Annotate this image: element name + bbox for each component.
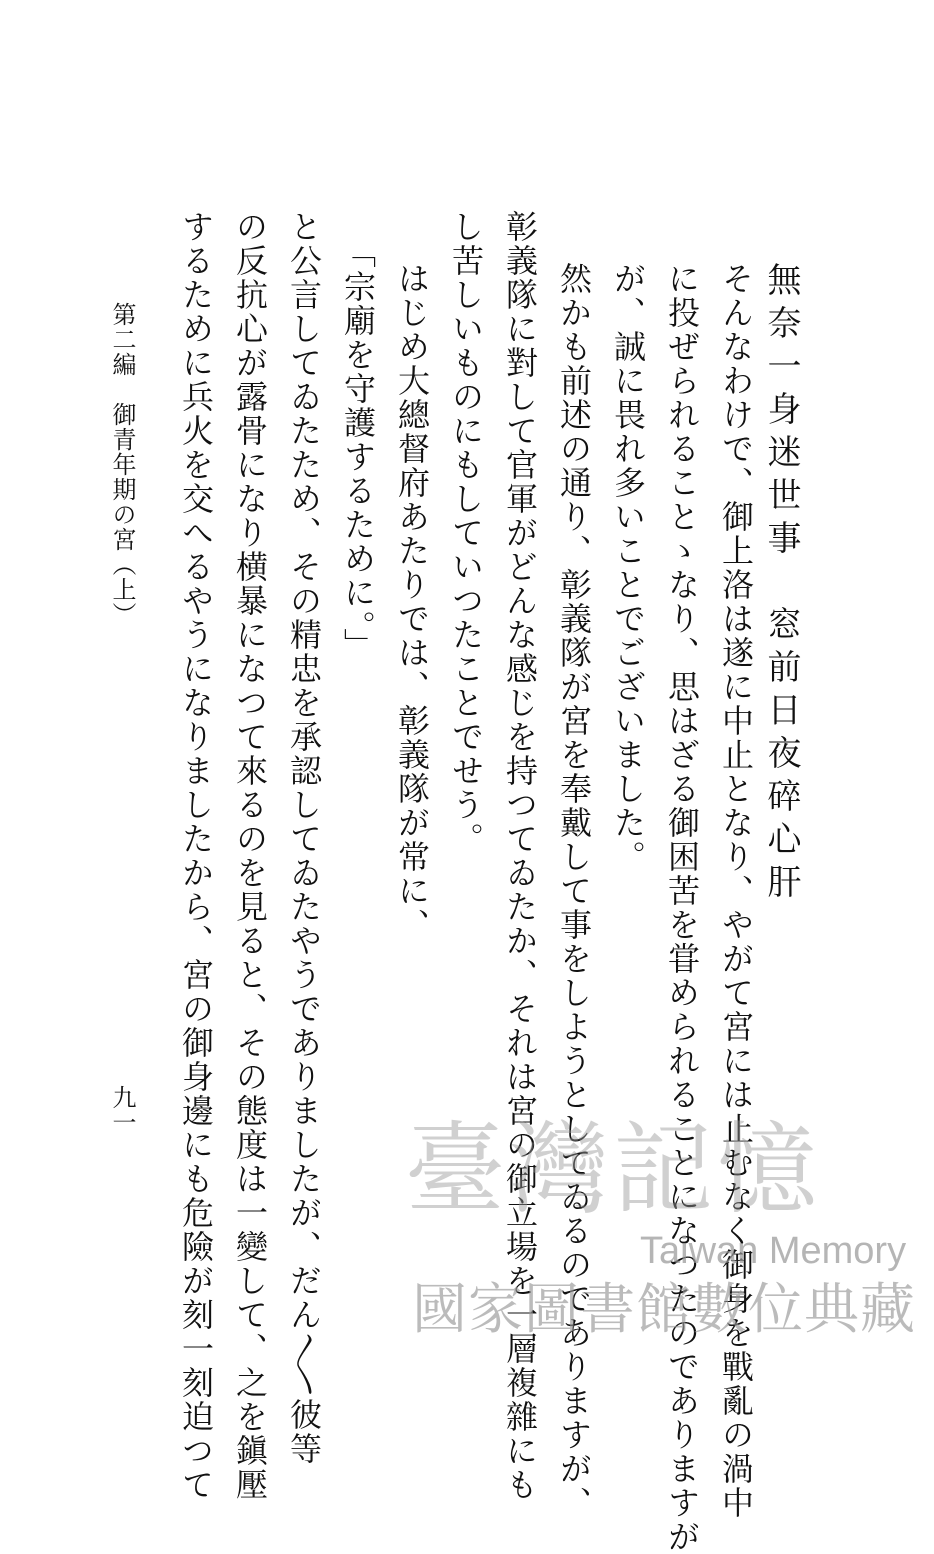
body-column-5: 彰義隊に對して官軍がどんな感じを持つてゐたか、それは宮の御立場を一層複雜にも <box>501 210 539 1502</box>
body-column-2: に投ぜられることゝなり、思はざる御困苦を甞められることになつたのでありますが <box>663 262 701 1554</box>
watermark-library-text: 國家圖書館數位典藏 <box>412 1277 917 1341</box>
body-column-8: 「宗廟を守護するために。」 <box>339 236 377 662</box>
body-column-6: し苦しいものにもしていつたことでせう。 <box>447 210 485 856</box>
body-column-10: の反抗心が露骨になり横暴になつて來るのを見ると、その態度は一變して、之を鎭壓 <box>231 210 269 1502</box>
body-column-11: するために兵火を交へるやうになりましたから、宮の御身邊にも危險が刻一刻迫つて <box>177 210 215 1502</box>
body-column-1: そんなわけで、御上洛は遂に中止となり、やがて宮には止むなく御身を戰亂の渦中 <box>717 262 755 1520</box>
running-title: 第二編 御青年期の宮（上） <box>108 302 136 627</box>
watermark-latin-text: Taiwan Memory <box>640 1230 907 1272</box>
body-column-3: が、誠に畏れ多いことでございました。 <box>609 262 647 874</box>
chapter-heading: 無奈一身迷世事 窓前日夜碎心肝 <box>761 262 801 907</box>
body-column-7: はじめ大總督府あたりでは、彰義隊が常に、 <box>393 262 431 942</box>
body-column-4: 然かも前述の通り、彰義隊が宮を奉戴して事をしようとしてゐるのでありますが、 <box>555 262 593 1520</box>
page-number: 九一 <box>108 1085 136 1135</box>
body-column-9: と公言してゐたため、その精忠を承認してゐたやうでありましたが、だん〳〵彼等 <box>285 210 323 1466</box>
watermark-logo: 臺灣記憶 <box>405 1111 821 1228</box>
